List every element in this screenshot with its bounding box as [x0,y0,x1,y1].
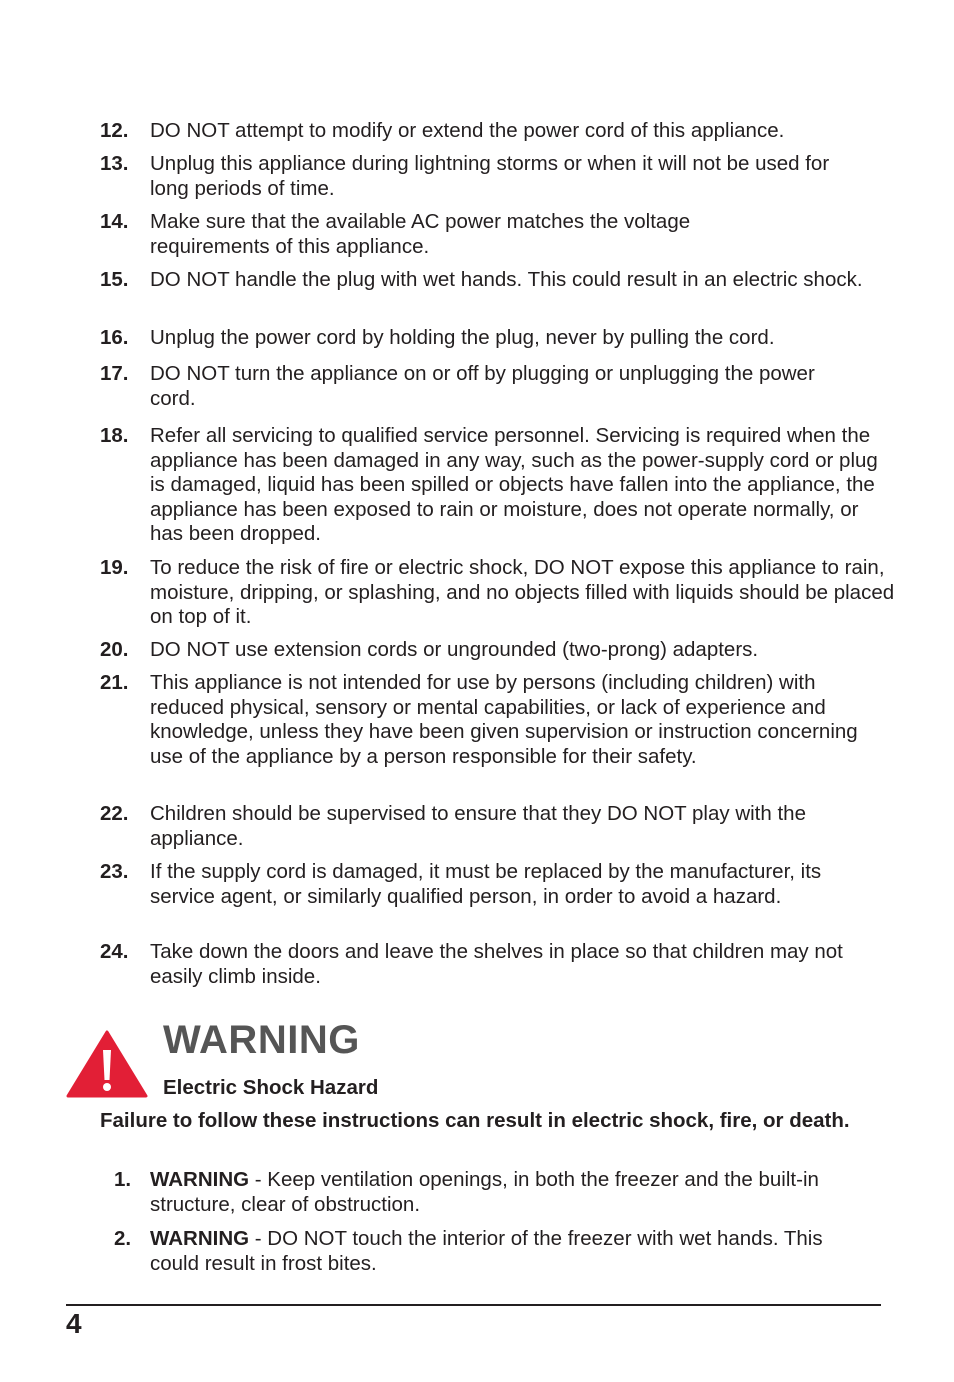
item-number: 15. [100,268,129,291]
item-number: 16. [100,326,129,349]
item-number: 1. [114,1168,132,1191]
item-text: Children should be supervised to ensure that they DO NOT play with the appliance. [150,802,806,850]
item-text: To reduce the risk of fire or electric shock, DO NOT expose this appliance to rain, moisture, dripping, or splashing, and no objects filled with liquids should be placed on top of it. [150,556,895,629]
item-number: 22. [100,802,129,825]
item-text: DO NOT handle the plug with wet hands. This could result in an electric shock. [150,268,863,291]
item-text: This appliance is not intended for use by persons (including children) with reduced physical, sensory or mental capabilities, or lack of experience and knowledge, unless they have been given supervision or instruction concerning use of the appliance by a person responsible for their safety. [150,671,858,768]
item-text: Unplug this appliance during lightning storms or when it will not be used for long periods of time. [150,152,830,200]
item-number: 18. [100,424,129,447]
item-text: Unplug the power cord by holding the plug, never by pulling the cord. [150,326,775,349]
warning-intro: Failure to follow these instructions can result in electric shock, fire, or death. [100,1109,850,1132]
item-number: 17. [100,362,129,385]
item-text: Take down the doors and leave the shelves in place so that children may not easily climb inside. [150,940,843,988]
item-text: Make sure that the available AC power matches the voltage requirements of this appliance. [150,210,691,258]
item-number: 19. [100,556,129,579]
item-text: DO NOT attempt to modify or extend the power cord of this appliance. [150,119,785,142]
item-text [150,1227,870,1276]
item-number: 21. [100,671,129,694]
item-text [150,1168,840,1217]
item-text: Refer all servicing to qualified service personnel. Servicing is required when the appliance has been damaged in any way, such as the power-supply cord or plug is damaged, liquid has been spilled or objects have fallen into the appliance, the appliance has been exposed to rain or moisture, does not operate normally, or has been dropped. [150,424,878,546]
item-number: 12. [100,119,129,142]
warning-subtitle: Electric Shock Hazard [163,1076,379,1099]
item-number: 20. [100,638,129,661]
item-number: 23. [100,860,129,883]
item-text: DO NOT turn the appliance on or off by plugging or unplugging the power cord. [150,362,815,410]
warning-triangle-icon [66,1030,148,1098]
item-number: 2. [114,1227,132,1250]
footer-divider [66,1304,881,1306]
item-lead: WARNING [150,1168,250,1191]
item-number: 14. [100,210,129,233]
warning-title: WARNING [163,1018,360,1062]
item-text: If the supply cord is damaged, it must be replaced by the manufacturer, its service agent, or similarly qualified person, in order to avoid a hazard. [150,860,822,908]
item-body: - Keep ventilation openings, in both the freezer and the built-in structure, clear of obstruction. [150,1168,819,1216]
item-lead: WARNING [150,1227,250,1250]
page-number: 4 [66,1308,82,1339]
item-number: 13. [100,152,129,175]
item-body: - DO NOT touch the interior of the freezer with wet hands. This could result in frost bites. [150,1227,823,1275]
item-text: DO NOT use extension cords or ungrounded (two-prong) adapters. [150,638,759,661]
item-number: 24. [100,940,129,963]
